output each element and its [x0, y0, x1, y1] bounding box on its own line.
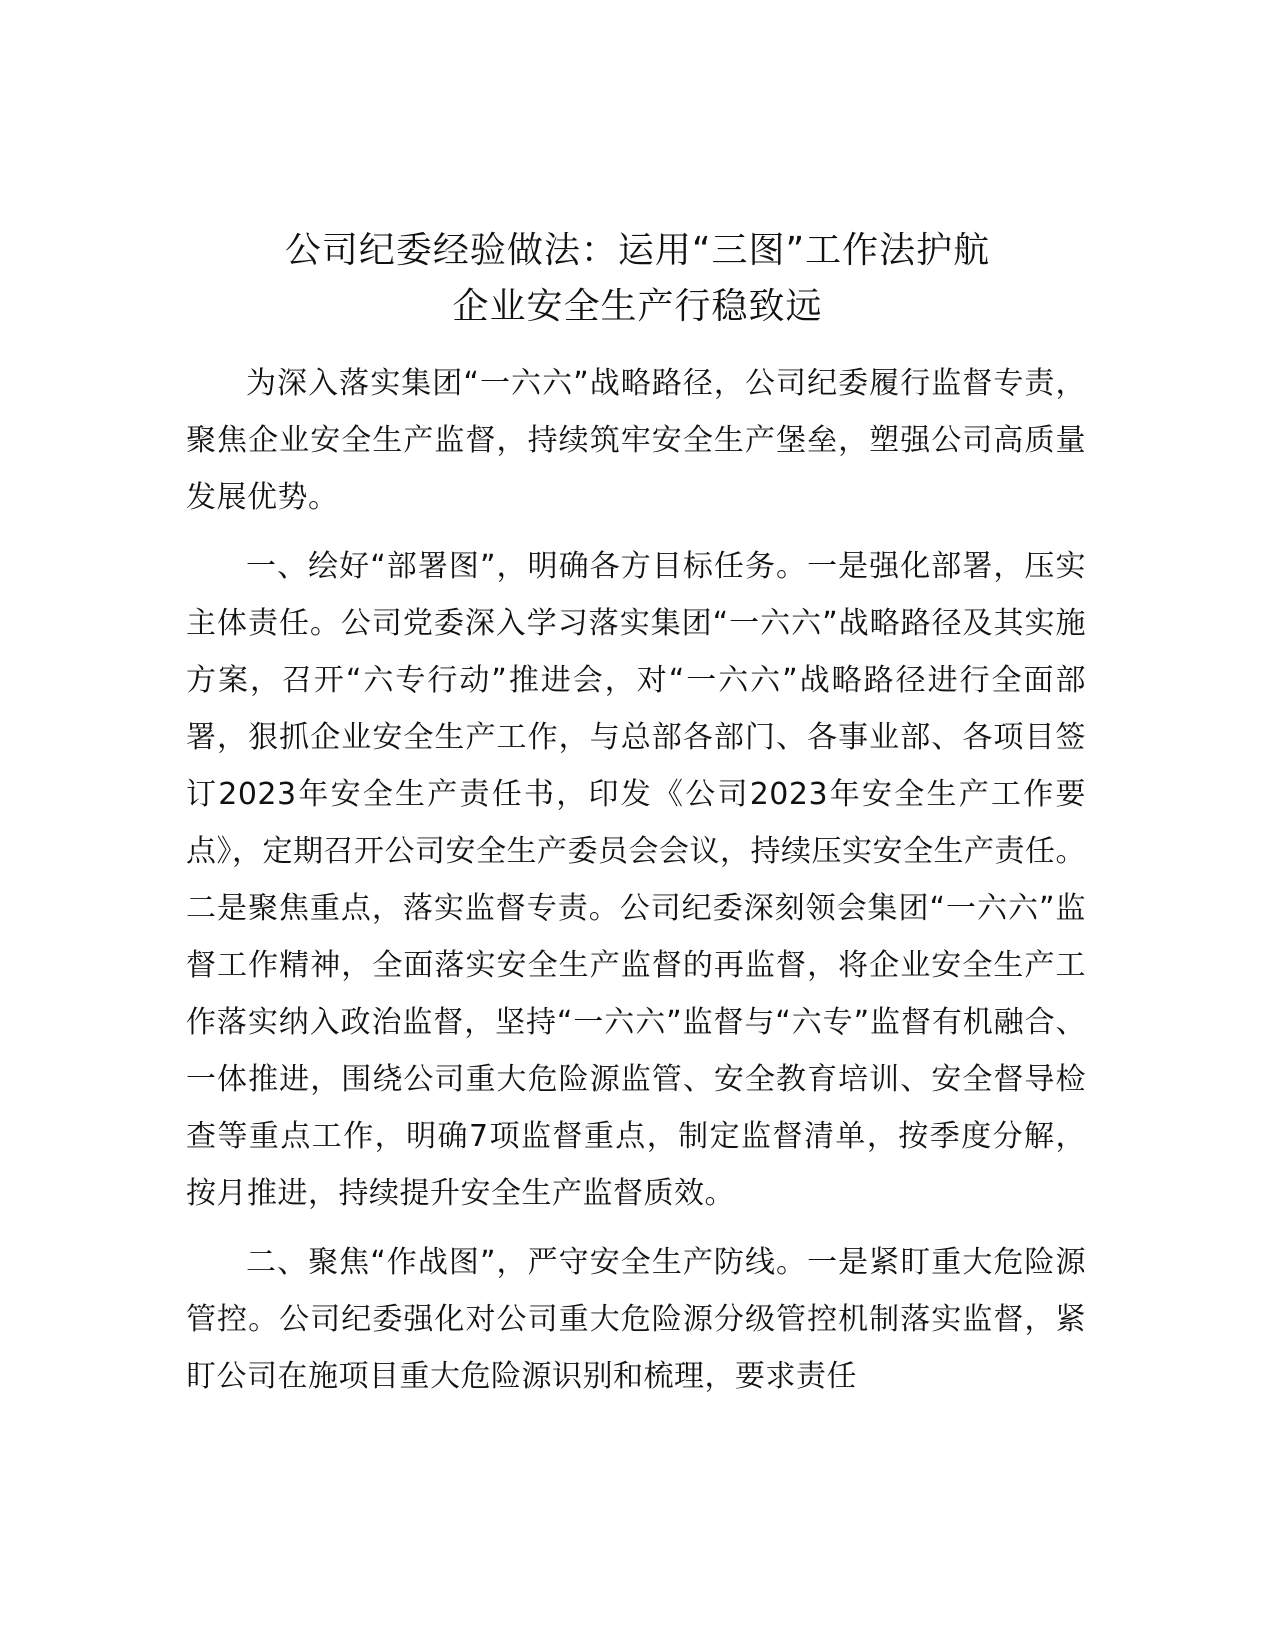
paragraph-section-2: 二、聚焦“作战图”，严守安全生产防线。一是紧盯重大危险源管控。公司纪委强化对公司重大危险源分级管控机制落实监督，紧盯公司在施项目重大危险源识别和梳理，要求责任 [186, 1245, 1086, 1394]
title-line-2: 企业安全生产行稳致远 [452, 286, 823, 327]
paragraph-intro: 为深入落实集团“一六六”战略路径，公司纪委履行监督专责，聚焦企业安全生产监督，持续筑牢安全生产堡垒，塑强公司高质量发展优势。 [186, 366, 1086, 515]
title-line-1: 公司纪委经验做法：运用“三图”工作法护航 [284, 230, 991, 271]
paragraph-section-1: 一、绘好“部署图”，明确各方目标任务。一是强化部署，压实主体责任。公司党委深入学习落实集团“一六六”战略路径及其实施方案，召开“六专行动”推进会，对“一六六”战略路径进行全面部署，狠抓企业安全生产工作，与总部各部门、各事业部、各项目签订2023年安全生产责任书，印发《公司2023年安全生产工作要点》，定期召开公司安全生产委员会会议，持续压实安全生产责任。二是聚焦重点，落实监督专责。公司纪委深刻领会集团“一六六”监督工作精神，全面落实安全生产监督的再监督，将企业安全生产工作落实纳入政治监督，坚持“一六六”监督与“六专”监督有机融合、一体推进，围绕公司重大危险源监管、安全教育培训、安全督导检查等重点工作，明确7项监督重点，制定监督清单，按季度分解，按月推进，持续提升安全生产监督质效。 [186, 549, 1086, 1211]
document-title [150, 223, 1125, 335]
document-body [186, 355, 1086, 1417]
